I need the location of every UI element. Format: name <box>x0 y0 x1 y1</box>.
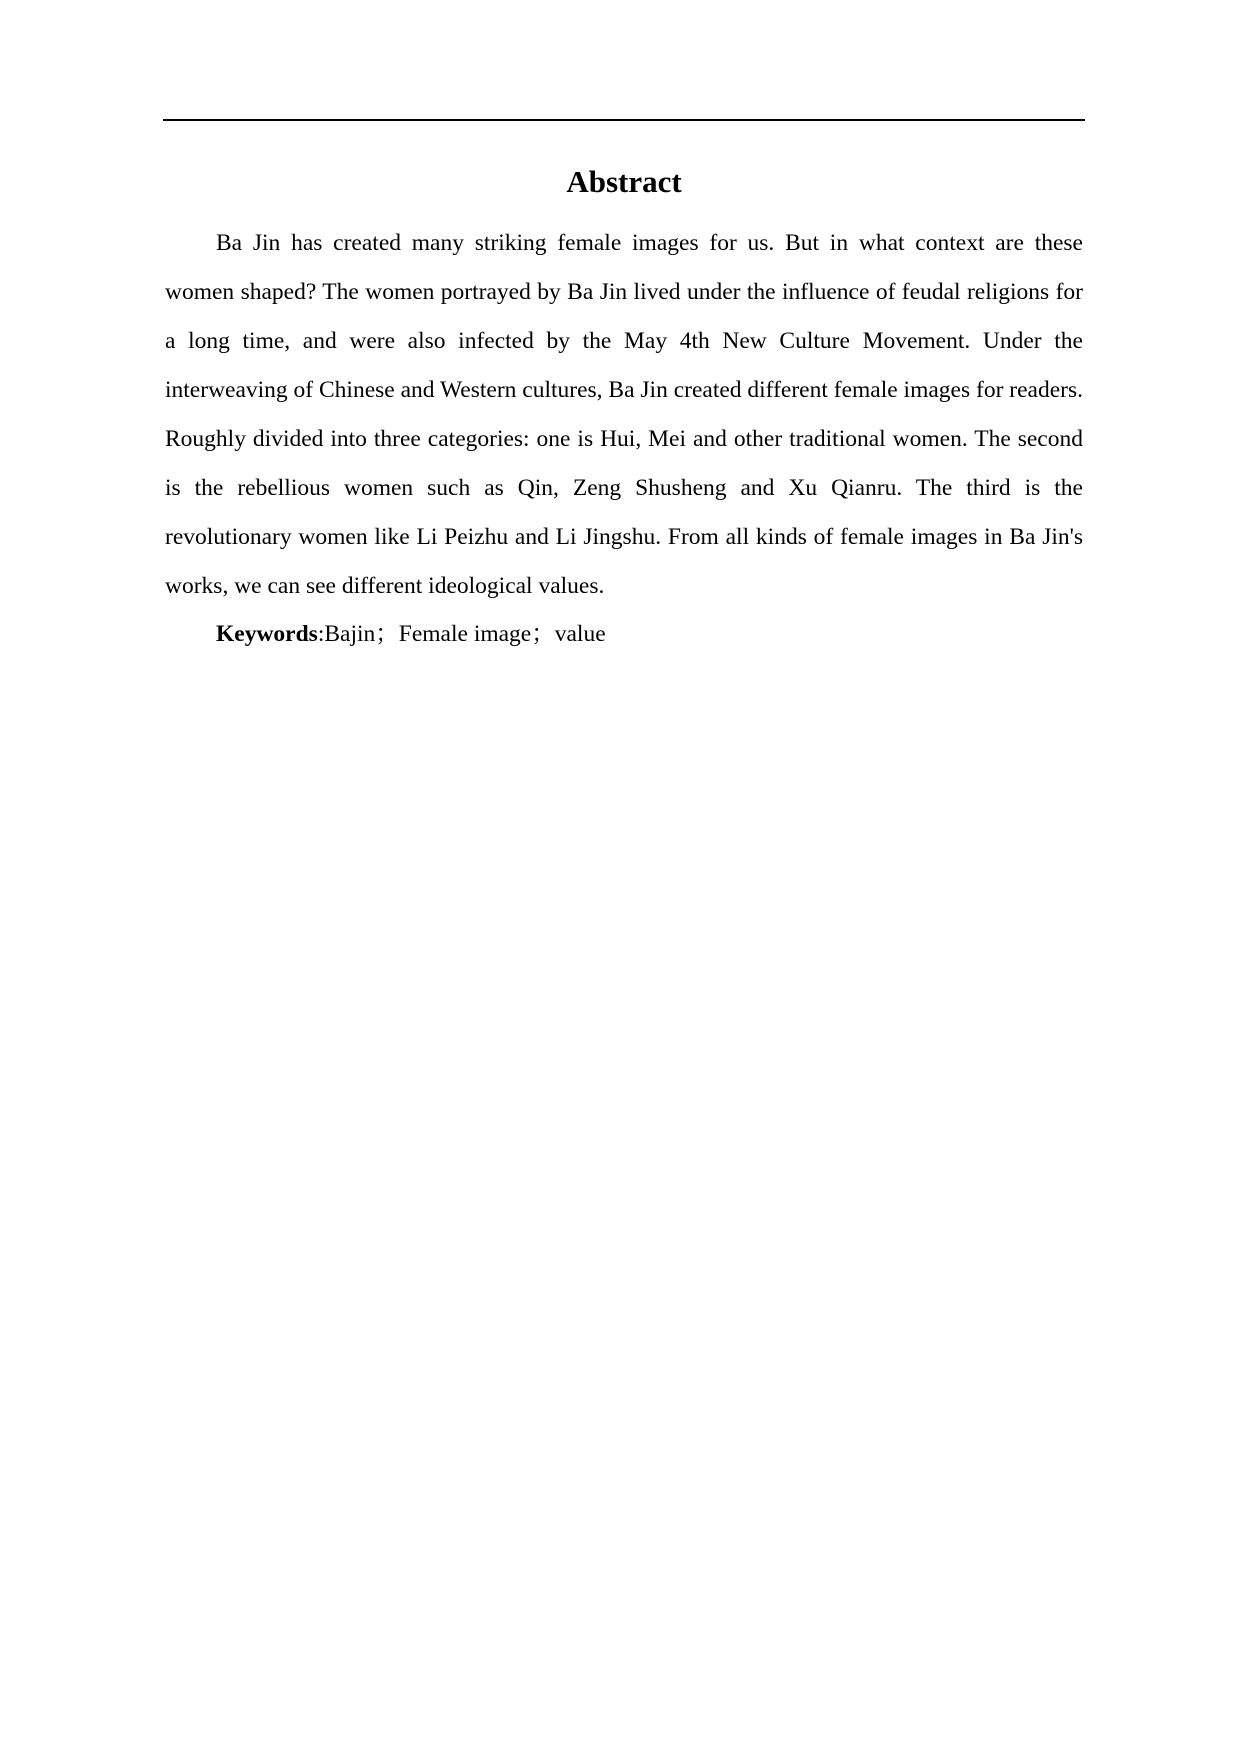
keywords-value: :Bajin；Female image；value <box>317 621 606 647</box>
abstract-paragraph: Ba Jin has created many striking female images for us. But in what context are these women shaped? The women portrayed by Ba Jin lived under the influence of feudal religions for a long time, and were also infected by the May 4th New Culture Movement. Under the interweaving of Chinese and Western cultures, Ba Jin created different female images for readers. Roughly divided into three categories: one is Hui, Mei and other traditional women. The second is the rebellious women such as Qin, Zeng Shusheng and Xu Qianru. The third is the revolutionary women like Li Peizhu and Li Jingshu. From all kinds of female images in Ba Jin's works, we can see different ideological values. <box>165 230 1083 599</box>
keywords-line <box>216 610 606 659</box>
keywords-label: Keywords <box>216 621 318 647</box>
page-title: Abstract <box>566 164 682 199</box>
header-rule <box>163 119 1085 121</box>
